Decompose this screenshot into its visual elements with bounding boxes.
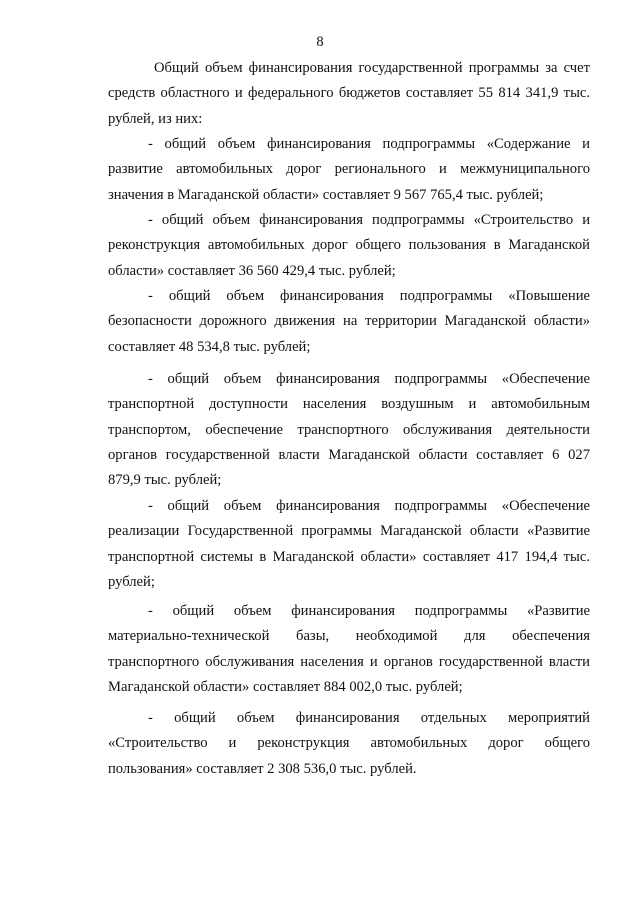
paragraph-transport-accessibility: - общий объем финансирования подпрограммы «Обеспечение транспортной доступности населения воздушным и автомобильным транспортом, обеспечение транспортного обслуживания деятельности органов государственной власти Магаданской области составляет 6 027 879,9 тыс. рублей; xyxy=(108,371,590,489)
paragraph-separate-measures: - общий объем финансирования отдельных мероприятий «Строительство и реконструкция автомобильных дорог общего пользования» составляет 2 308 536,0 тыс. рублей. xyxy=(108,710,590,777)
paragraph-roads-construction: - общий объем финансирования подпрограммы «Строительство и реконструкция автомобильных дорог общего пользования в Магаданской области» составляет 36 560 429,4 тыс. рублей; xyxy=(108,212,590,279)
paragraph-material-base: - общий объем финансирования подпрограммы «Развитие материально-технической базы, необходимой для обеспечения транспортного обслуживания населения и органов государственной власти Магаданской области» составляет 884 002,0 тыс. рублей; xyxy=(108,603,590,695)
page-number: 8 xyxy=(316,34,324,50)
paragraph-program-implementation: - общий объем финансирования подпрограммы «Обеспечение реализации Государственной программы Магаданской области «Развитие транспортной системы в Магаданской области» составляет 417 194,4 тыс. рублей; xyxy=(108,498,590,590)
paragraph-road-safety: - общий объем финансирования подпрограммы «Повышение безопасности дорожного движения на территории Магаданской области» составляет 48 534,8 тыс. рублей; xyxy=(108,288,590,355)
paragraph-roads-maintenance: - общий объем финансирования подпрограммы «Содержание и развитие автомобильных дорог регионального и межмуниципального значения в Магаданской области» составляет 9 567 765,4 тыс. рублей; xyxy=(108,136,590,203)
paragraph-total-financing: Общий объем финансирования государственной программы за счет средств областного и федерального бюджетов составляет 55 814 341,9 тыс. рублей, из них: xyxy=(108,60,590,127)
